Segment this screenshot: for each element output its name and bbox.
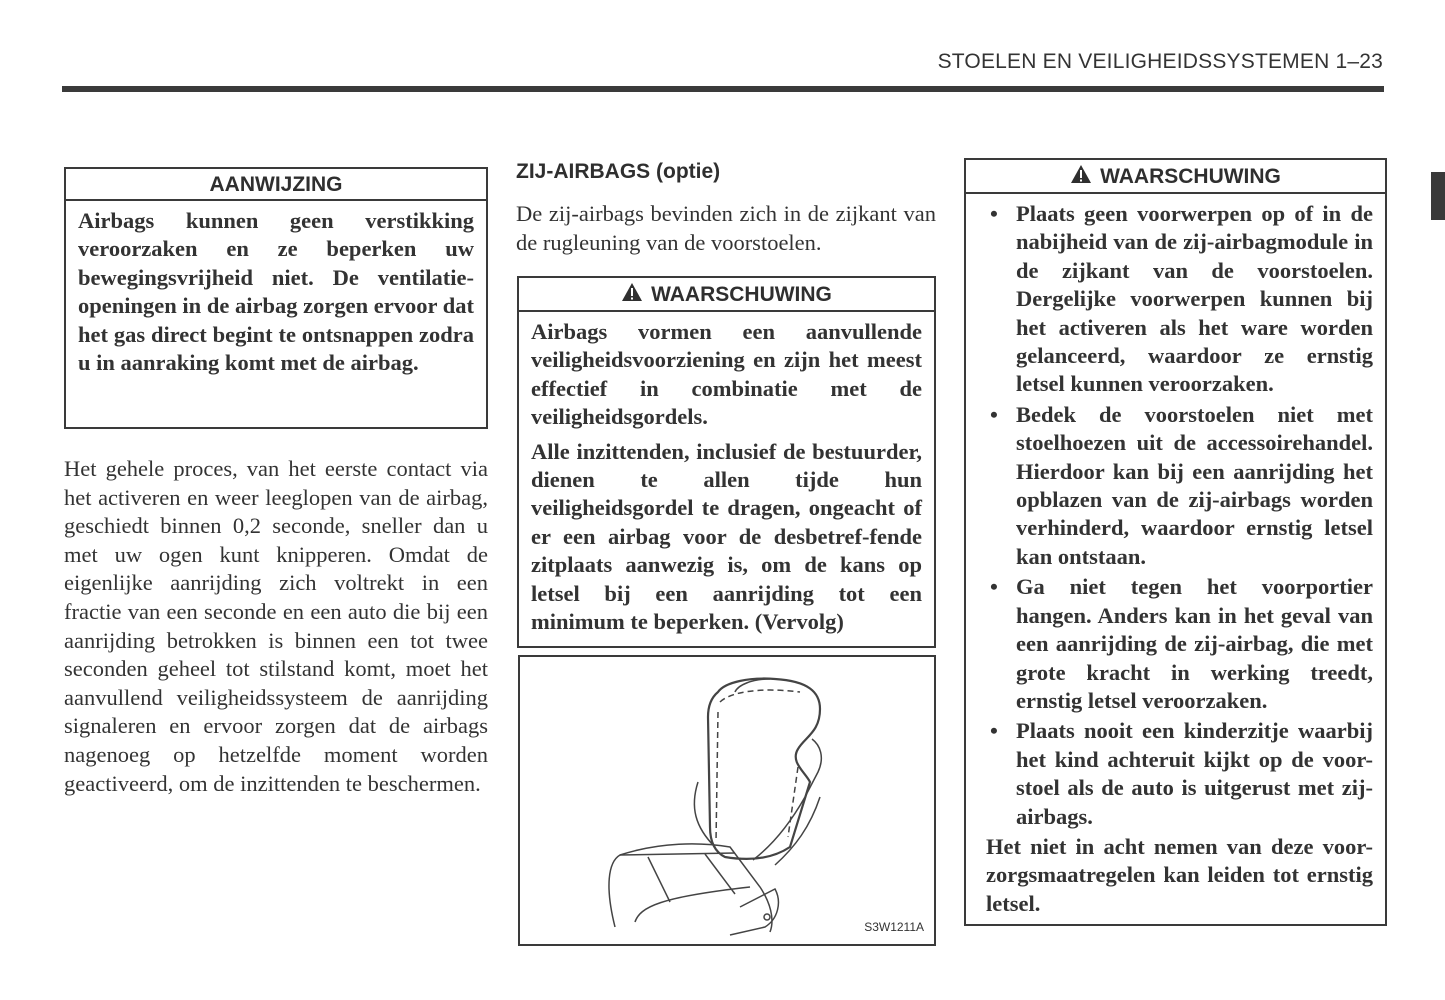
section-title: ZIJ-AIRBAGS (optie) — [516, 160, 721, 183]
bullet-text: Plaats nooit een kinderzitje waarbij het kind achteruit kijkt op de voor-stoel als de auto is uitgerust met zij-airbags. — [1016, 718, 1373, 829]
warning-closing: Het niet in acht nemen van deze voor-zorgsmaatregelen kan leiden tot ernstig letsel. — [986, 833, 1373, 916]
warning-heading-row — [519, 278, 934, 312]
warning-bullet-list — [986, 200, 1373, 831]
warning-paragraph: Airbags vormen een aanvullende veiligheidsvoorziening en zijn het meest effectief in combinatie met de veiligheidsgordels. — [531, 319, 922, 430]
warning-bullet-item — [986, 200, 1373, 399]
bullet-text: Plaats geen voorwerpen op of in de nabijheid van de zij-airbagmodule in de zijkant van de voorstoelen. Dergelijke voorwerpen kunnen bij het activeren als het ware worden gelanceerd, waardoor ze ernstig letsel kunnen veroorzaken. — [1016, 201, 1373, 397]
chapter-thumb-tab — [1431, 172, 1445, 220]
warning-bullet-item — [986, 401, 1373, 571]
note-heading: AANWIJZING — [66, 169, 486, 201]
warning-bullet-item — [986, 573, 1373, 715]
bullet-icon: • — [990, 401, 998, 427]
bullet-icon: • — [990, 574, 998, 600]
warning-heading: WAARSCHUWING — [651, 283, 832, 306]
bullet-text: Bedek de voorstoelen niet met stoelhoezen uit de accessoirehandel. Hierdoor kan bij een aanrijding het opblazen van de zij-airbags worden verhinderd, waardoor ernstig letsel kan ontstaan. — [1016, 401, 1373, 569]
bullet-text: Ga niet tegen het voorportier hangen. Anders kan in het geval van een aanrijding de zij-airbag, die met grote kracht in werking treedt, ernstig letsel veroorzaken. — [1016, 574, 1373, 713]
note-text — [66, 201, 486, 389]
warning-triangle-icon — [1070, 164, 1092, 190]
section-intro: De zij-airbags bevinden zich in de zijkant van de rugleuning van de voorstoelen. — [516, 201, 936, 255]
warning-box-middle — [517, 276, 936, 648]
warning-body — [966, 194, 1385, 924]
warning-bullet-item — [986, 717, 1373, 831]
seat-airbag-figure — [518, 655, 936, 946]
bullet-icon: • — [990, 718, 998, 744]
bullet-icon: • — [990, 201, 998, 226]
warning-body — [519, 312, 934, 648]
warning-triangle-icon — [621, 282, 643, 308]
warning-paragraph: Alle inzittenden, inclusief de bestuurder, dienen te allen tijde hun veiligheidsgordel te dragen, ongeacht of er een airbag voor de desbetref-fende zitplaats aanwezig is, om de kans op letsel bij een aanrijding tot een minimum te beperken. (Vervolg) — [531, 438, 922, 635]
header-rule — [62, 86, 1384, 92]
left-body-text: Het gehele proces, van het eerste contact via het activeren en weer leeglopen van de airbag, geschiedt binnen 0,2 seconde, sneller dan u met uw ogen kunt knipperen. Omdat de eigenlijke aanrijding zich voltrekt in een fractie van een seconde en een auto die bij een aanrijding betrokken is binnen een tot twee seconden geheel tot stilstand komt, moet het aanvullend veiligheidssysteem de aanrijding signaleren en ervoor zorgen dat de airbags nagenoeg op hetzelfde moment worden geactiveerd, om de inzittenden te beschermen. — [64, 456, 488, 796]
warning-box-right — [964, 158, 1387, 926]
note-box — [64, 167, 488, 429]
page-header-title: STOELEN EN VEILIGHEIDSSYSTEMEN 1–23 — [937, 50, 1383, 73]
warning-heading: WAARSCHUWING — [1100, 165, 1281, 188]
note-paragraph: Airbags kunnen geen verstikking veroorzaken en ze beperken uw bewegingsvrijheid niet. De ventilatie-openingen in de airbag zorgen ervoor dat het gas direct begint te ontsnappen zodra u in aanraking komt met de airbag. — [78, 208, 474, 376]
warning-heading-row — [966, 160, 1385, 194]
seat-illustration — [520, 657, 934, 944]
figure-code: S3W1211A — [864, 920, 924, 934]
